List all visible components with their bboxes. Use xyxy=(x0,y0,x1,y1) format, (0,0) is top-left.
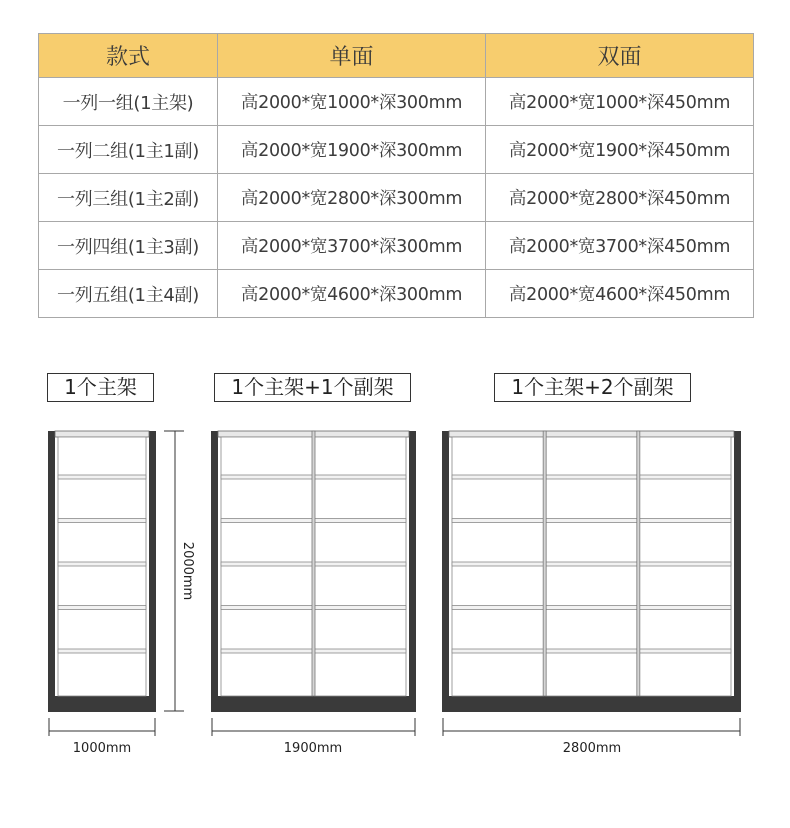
shelf-post xyxy=(409,431,416,712)
shelf-board xyxy=(221,519,313,523)
shelf-base xyxy=(211,696,416,712)
shelf-board xyxy=(315,562,407,566)
single-cell: 高2000*宽1000*深300mm xyxy=(218,78,486,126)
header-model: 款式 xyxy=(39,34,218,78)
double-cell: 高2000*宽3700*深450mm xyxy=(486,222,754,270)
header-single: 单面 xyxy=(218,34,486,78)
shelf-board xyxy=(452,649,544,653)
model-cell: 一列五组(1主4副) xyxy=(39,270,218,318)
shelf-post xyxy=(48,431,55,712)
shelf-post xyxy=(442,431,449,712)
shelf-board xyxy=(58,649,146,653)
shelf-board xyxy=(221,475,313,479)
diagram-label-1: 1个主架 xyxy=(47,373,154,402)
shelf-board xyxy=(58,606,146,610)
model-cell: 一列四组(1主3副) xyxy=(39,222,218,270)
shelf-board xyxy=(452,562,544,566)
shelf-board xyxy=(58,562,146,566)
shelf-board xyxy=(315,606,407,610)
shelf-board xyxy=(546,606,638,610)
model-cell: 一列三组(1主2副) xyxy=(39,174,218,222)
width-label-3: 2800mm xyxy=(562,741,622,756)
shelf-board xyxy=(221,649,313,653)
model-cell: 一列二组(1主1副) xyxy=(39,126,218,174)
shelf-board xyxy=(315,519,407,523)
shelf-post xyxy=(211,431,218,712)
shelf-board xyxy=(639,475,731,479)
double-cell: 高2000*宽4600*深450mm xyxy=(486,270,754,318)
double-cell: 高2000*宽1900*深450mm xyxy=(486,126,754,174)
single-cell: 高2000*宽4600*深300mm xyxy=(218,270,486,318)
shelf-board xyxy=(315,475,407,479)
shelf-board xyxy=(315,649,407,653)
diagram-label-3: 1个主架+2个副架 xyxy=(494,373,691,402)
shelf-board xyxy=(452,475,544,479)
shelf-post xyxy=(149,431,156,712)
shelf-base xyxy=(48,696,156,712)
shelf-board xyxy=(58,519,146,523)
shelf-units xyxy=(48,431,741,712)
shelf-board xyxy=(58,475,146,479)
shelf-divider xyxy=(637,431,640,696)
shelf-board xyxy=(546,562,638,566)
shelf-board xyxy=(639,606,731,610)
double-cell: 高2000*宽2800*深450mm xyxy=(486,174,754,222)
width-label-2: 1900mm xyxy=(283,741,343,756)
single-cell: 高2000*宽1900*深300mm xyxy=(218,126,486,174)
single-cell: 高2000*宽2800*深300mm xyxy=(218,174,486,222)
single-cell: 高2000*宽3700*深300mm xyxy=(218,222,486,270)
shelf-base xyxy=(442,696,741,712)
shelf-board xyxy=(639,562,731,566)
diagram-label-2: 1个主架+1个副架 xyxy=(214,373,411,402)
shelf-top-rail xyxy=(449,431,734,437)
shelf-board xyxy=(452,606,544,610)
shelf-board xyxy=(221,562,313,566)
shelf-board xyxy=(452,519,544,523)
header-double: 双面 xyxy=(486,34,754,78)
shelf-board xyxy=(546,475,638,479)
shelf-board xyxy=(546,519,638,523)
shelf-board xyxy=(639,519,731,523)
shelf-top-rail xyxy=(55,431,149,437)
double-cell: 高2000*宽1000*深450mm xyxy=(486,78,754,126)
shelf-divider xyxy=(312,431,315,696)
width-label-1: 1000mm xyxy=(72,741,132,756)
model-cell: 一列一组(1主架) xyxy=(39,78,218,126)
shelf-board xyxy=(639,649,731,653)
height-label: 2000mm xyxy=(180,541,195,601)
shelf-board xyxy=(546,649,638,653)
shelf-board xyxy=(221,606,313,610)
shelf-divider xyxy=(543,431,546,696)
shelf-post xyxy=(734,431,741,712)
